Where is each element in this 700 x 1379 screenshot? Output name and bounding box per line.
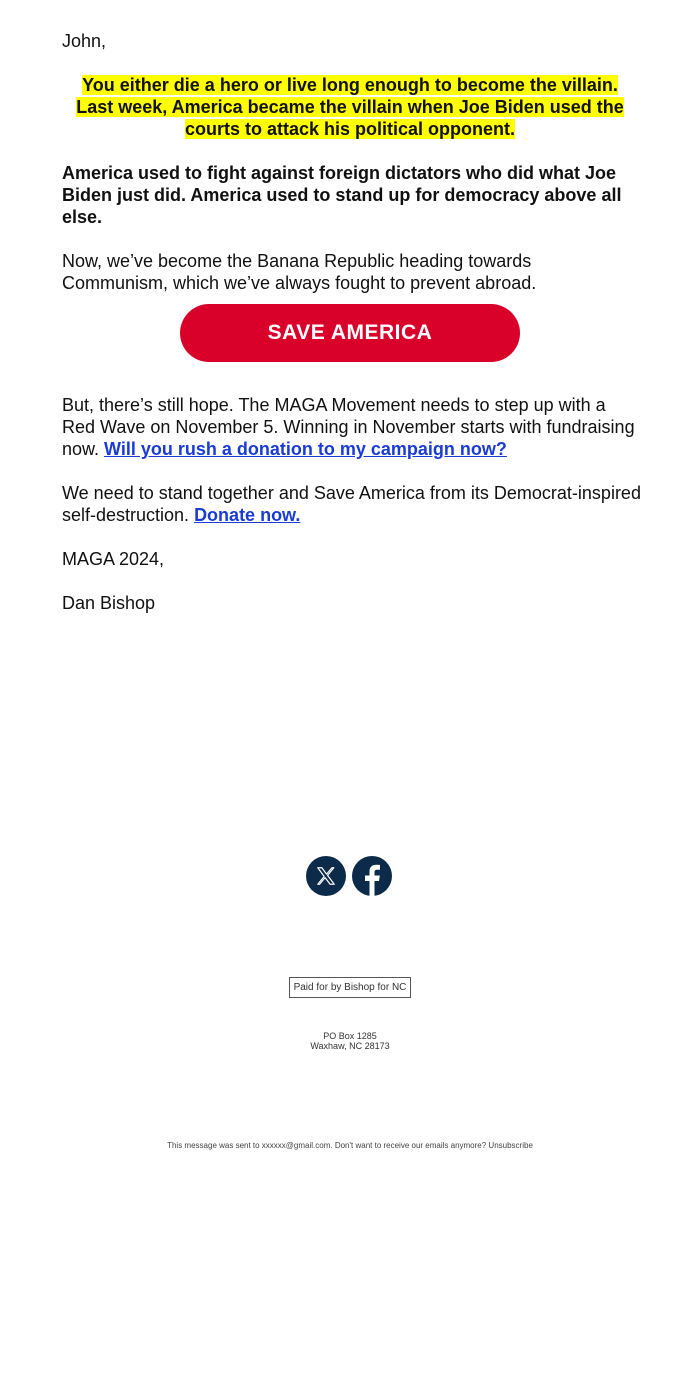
address-line-2: Waxhaw, NC 28173 [310, 1041, 390, 1051]
stand-text: We need to stand together and Save America from its Democrat-inspired self-destruction. [62, 483, 641, 525]
facebook-icon[interactable] [352, 856, 392, 896]
signature: Dan Bishop [62, 593, 156, 613]
banana-paragraph: Now, we’ve become the Banana Republic heading towards Communism, which we’ve always fought to prevent abroad. [62, 251, 537, 293]
email-body [62, 30, 638, 316]
highlight-line-2: Last week, America became the villain when Joe Biden used the [76, 97, 624, 117]
bold-paragraph: America used to fight against foreign dictators who did what Joe Biden just did. America used to stand up for democracy above all else. [62, 163, 622, 227]
address-line-1: PO Box 1285 [323, 1031, 377, 1041]
x-logo-glyph [315, 865, 337, 887]
greeting: John, [62, 31, 107, 51]
hope-paragraph [62, 394, 642, 460]
paid-for-disclaimer: Paid for by Bishop for NC [289, 977, 411, 998]
unsubscribe-link[interactable]: Unsubscribe [488, 1141, 533, 1150]
email-body-lower [62, 394, 642, 636]
highlight-line-3: courts to attack his political opponent. [184, 119, 516, 139]
social-links [306, 856, 394, 896]
highlight-line-1: You either die a hero or live long enough to become the villain. [82, 75, 618, 95]
donate-now-link[interactable]: Donate now. [194, 505, 301, 525]
highlighted-quote [62, 74, 638, 140]
hope-text: But, there’s still hope. The MAGA Movement needs to step up with a Red Wave on November 5. Winning in November starts with fundraising now. [62, 395, 635, 459]
mailing-address [250, 1031, 450, 1051]
cta-container [180, 304, 520, 362]
stand-paragraph [62, 482, 642, 526]
footer-message [100, 1141, 600, 1150]
footer-message-text: This message was sent to xxxxxx@gmail.com. Don't want to receive our emails anymore? [167, 1141, 489, 1150]
rush-donation-link[interactable]: Will you rush a donation to my campaign now? [104, 439, 507, 459]
signoff: MAGA 2024, [62, 549, 165, 569]
x-icon[interactable] [306, 856, 346, 896]
save-america-button[interactable]: SAVE AMERICA [180, 304, 520, 362]
facebook-logo-glyph [352, 856, 392, 896]
